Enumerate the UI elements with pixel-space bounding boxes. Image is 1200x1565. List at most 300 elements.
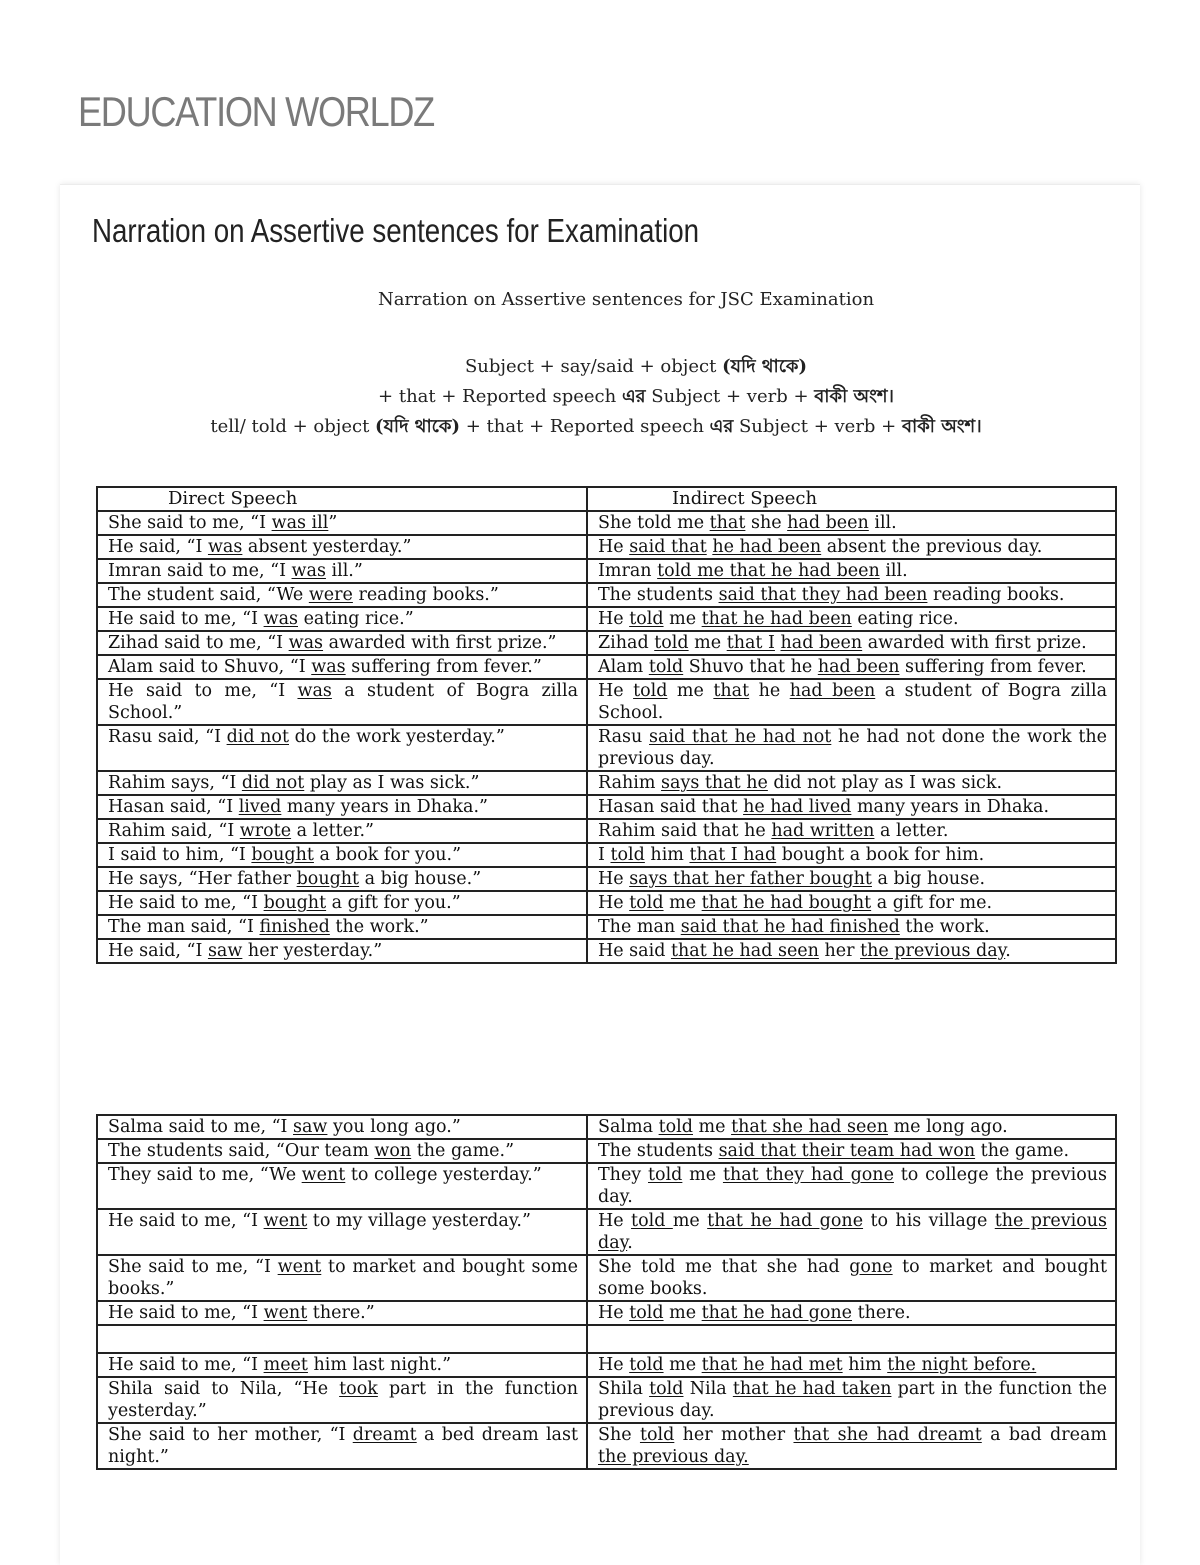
- indirect-speech-cell: [587, 1377, 1116, 1423]
- text-segment: her: [818, 941, 861, 961]
- site-title[interactable]: EDUCATION WORLDZ: [78, 88, 434, 135]
- text-segment: He: [598, 893, 630, 913]
- direct-speech-cell: [97, 631, 587, 655]
- text-segment: a bed dream last night.”: [108, 1425, 579, 1467]
- underlined-phrase: told: [610, 845, 645, 865]
- text-segment: He: [598, 609, 630, 629]
- underlined-phrase: says that her father bought: [629, 869, 872, 889]
- text-segment: told me that she had: [641, 1257, 850, 1277]
- rule-line-2: [0, 382, 1200, 413]
- text-segment: a big house.: [871, 869, 986, 889]
- indirect-speech-cell: [587, 795, 1116, 819]
- text-segment: a gift for you.”: [326, 893, 461, 913]
- text-segment: to his village: [863, 1211, 995, 1231]
- underlined-phrase: had been: [817, 657, 900, 677]
- text-segment: many years in Dhaka.”: [281, 797, 488, 817]
- text-segment: He said to me, “I: [108, 681, 298, 701]
- direct-speech-cell: [97, 1325, 587, 1353]
- text-segment: a big house.”: [359, 869, 482, 889]
- text-segment: awarded with first prize.: [862, 633, 1087, 653]
- text-segment: her yesterday.”: [242, 941, 383, 961]
- underlined-phrase: told: [629, 1303, 664, 1323]
- table-row: [97, 1209, 1116, 1255]
- bengali-phrase: এর: [709, 416, 734, 437]
- text-segment: He said: [598, 941, 671, 961]
- indirect-speech-cell: [587, 1325, 1116, 1353]
- underlined-phrase: gone: [849, 1257, 893, 1277]
- direct-speech-cell: [97, 583, 587, 607]
- text-segment: me: [663, 1303, 702, 1323]
- underlined-phrase: had been: [780, 633, 863, 653]
- indirect-speech-cell: [587, 939, 1116, 963]
- text-segment: reading books.”: [352, 585, 499, 605]
- indirect-speech-cell: [587, 535, 1116, 559]
- underlined-phrase: meet: [263, 1355, 308, 1375]
- speech-table-1: [96, 486, 1117, 964]
- underlined-phrase: the previous day: [860, 941, 1006, 961]
- text-segment: The man: [598, 917, 681, 937]
- indirect-speech-cell: [587, 1139, 1116, 1163]
- rule-line-1: [0, 352, 1200, 383]
- table-header-row: [97, 487, 1116, 511]
- underlined-phrase: was ill: [271, 513, 329, 533]
- direct-speech-cell: [97, 891, 587, 915]
- indirect-speech-cell: [587, 1209, 1116, 1255]
- text-segment: me: [667, 681, 714, 701]
- indirect-speech-cell: [587, 725, 1116, 771]
- underlined-phrase: had been: [787, 513, 869, 533]
- direct-speech-cell: [97, 1423, 587, 1469]
- text-segment: Subject + say/said + object: [464, 356, 723, 377]
- text-segment: Shila said to Nila, “He: [108, 1379, 340, 1399]
- text-segment: He: [598, 1211, 632, 1231]
- speech-table-2-body: [97, 1115, 1116, 1469]
- indirect-speech-cell: [587, 867, 1116, 891]
- indirect-speech-header: Indirect Speech: [587, 487, 1116, 511]
- direct-speech-cell: [97, 915, 587, 939]
- underlined-phrase: told: [658, 1117, 693, 1137]
- underlined-phrase: bought: [263, 893, 327, 913]
- text-segment: a student of Bogra zilla School.: [598, 681, 1108, 723]
- underlined-phrase: went: [301, 1165, 346, 1185]
- text-segment: He said, “I: [108, 537, 208, 557]
- text-segment: She said to her mother, “I: [108, 1425, 353, 1445]
- underlined-phrase: had been: [789, 681, 876, 701]
- text-segment: tell/ told + object: [210, 416, 376, 437]
- text-segment: ”: [328, 513, 338, 533]
- direct-speech-cell: [97, 1163, 587, 1209]
- underlined-phrase: said that they had been: [718, 585, 928, 605]
- text-segment: She: [598, 1257, 642, 1277]
- text-segment: He said to me, “I: [108, 1211, 264, 1231]
- text-segment: Zihad said to me, “I: [108, 633, 289, 653]
- table-row: [97, 1301, 1116, 1325]
- text-segment: Salma: [598, 1117, 659, 1137]
- text-segment: He said, “I: [108, 941, 208, 961]
- underlined-phrase: dreamt: [352, 1425, 417, 1445]
- underlined-phrase: that he had gone: [701, 1303, 852, 1323]
- text-segment: me: [672, 1211, 708, 1231]
- direct-speech-cell: [97, 843, 587, 867]
- text-segment: .: [1005, 941, 1011, 961]
- text-segment: eating rice.: [851, 609, 959, 629]
- underlined-phrase: took: [339, 1379, 378, 1399]
- text-segment: me: [688, 633, 727, 653]
- underlined-phrase: said that their team had won: [718, 1141, 976, 1161]
- text-segment: a gift for me.: [871, 893, 993, 913]
- text-segment: me: [682, 1165, 723, 1185]
- text-segment: He said to me, “I: [108, 609, 264, 629]
- text-segment: me: [663, 893, 702, 913]
- direct-speech-cell: [97, 819, 587, 843]
- indirect-speech-cell: [587, 631, 1116, 655]
- table-row: [97, 583, 1116, 607]
- text-segment: he: [749, 681, 790, 701]
- underlined-phrase: said that he had finished: [680, 917, 900, 937]
- bengali-phrase: (যদি থাকে): [722, 356, 808, 377]
- underlined-phrase: was: [311, 657, 346, 677]
- underlined-phrase: that he had been: [701, 609, 852, 629]
- text-segment: Zihad: [598, 633, 655, 653]
- indirect-speech-cell: [587, 1301, 1116, 1325]
- text-segment: Subject + verb +: [645, 386, 815, 407]
- underlined-phrase: told: [629, 609, 664, 629]
- text-segment: to college yesterday.”: [345, 1165, 542, 1185]
- text-segment: Hasan said that: [598, 797, 744, 817]
- direct-speech-cell: [97, 1301, 587, 1325]
- text-segment: They said to me, “We: [108, 1165, 302, 1185]
- text-segment: the work.”: [329, 917, 429, 937]
- text-segment: me: [663, 609, 702, 629]
- indirect-speech-cell: [587, 1255, 1116, 1301]
- text-segment: did not play as I was sick.: [767, 773, 1003, 793]
- underlined-phrase: saw: [293, 1117, 328, 1137]
- document-heading: Narration on Assertive sentences for JSC Examination: [377, 289, 875, 310]
- text-segment: He said to me, “I: [108, 1303, 264, 1323]
- indirect-speech-cell: [587, 511, 1116, 535]
- rule-line-3: [0, 412, 1200, 443]
- text-segment: Rahim: [598, 773, 662, 793]
- text-segment: a book for you.”: [313, 845, 462, 865]
- table-row: [97, 915, 1116, 939]
- text-segment: Rasu said, “I: [108, 727, 227, 747]
- direct-speech-cell: [97, 679, 587, 725]
- underlined-phrase: bought: [296, 869, 360, 889]
- underlined-phrase: that I: [726, 633, 775, 653]
- underlined-phrase: told: [631, 1211, 673, 1231]
- underlined-phrase: had written: [771, 821, 875, 841]
- text-segment: me long ago.: [888, 1117, 1008, 1137]
- direct-speech-cell: [97, 535, 587, 559]
- text-segment: ill.: [868, 513, 897, 533]
- table-row: [97, 1325, 1116, 1353]
- text-segment: Rahim said that he: [598, 821, 772, 841]
- underlined-phrase: the night before.: [887, 1355, 1037, 1375]
- underlined-phrase: he had been: [712, 537, 822, 557]
- underlined-phrase: that he had gone: [707, 1211, 864, 1231]
- underlined-phrase: went: [277, 1257, 322, 1277]
- table-row: [97, 1255, 1116, 1301]
- table-row: [97, 725, 1116, 771]
- table-row: [97, 795, 1116, 819]
- underlined-phrase: told: [639, 1425, 675, 1445]
- indirect-speech-cell: [587, 1353, 1116, 1377]
- underlined-phrase: said that he had not: [649, 727, 832, 747]
- indirect-speech-cell: [587, 607, 1116, 631]
- text-segment: part in the function yesterday.”: [108, 1379, 578, 1421]
- table-row: [97, 679, 1116, 725]
- direct-speech-cell: [97, 867, 587, 891]
- underlined-phrase: was: [297, 681, 332, 701]
- underlined-phrase: that he had taken: [732, 1379, 892, 1399]
- text-segment: to market and bought some books.: [598, 1257, 1107, 1299]
- underlined-phrase: he had lived: [743, 797, 852, 817]
- text-segment: .: [627, 1233, 633, 1253]
- direct-speech-cell: [97, 655, 587, 679]
- table-row: [97, 819, 1116, 843]
- text-segment: The students said, “Our team: [108, 1141, 375, 1161]
- text-segment: She said to me, “I: [108, 1257, 278, 1277]
- text-segment: many years in Dhaka.: [851, 797, 1050, 817]
- underlined-phrase: that he had met: [701, 1355, 843, 1375]
- text-segment: Imran: [598, 561, 658, 581]
- post-title: Narration on Assertive sentences for Examination: [92, 212, 700, 249]
- table-row: [97, 1163, 1116, 1209]
- text-segment: Subject + verb +: [733, 416, 902, 437]
- underlined-phrase: wrote: [239, 821, 292, 841]
- underlined-phrase: saw: [207, 941, 243, 961]
- text-segment: eating rice.”: [298, 609, 414, 629]
- table-row: [97, 631, 1116, 655]
- text-segment: She told me: [598, 513, 710, 533]
- text-segment: absent the previous day.: [821, 537, 1043, 557]
- text-segment: play as I was sick.”: [304, 773, 480, 793]
- indirect-speech-cell: [587, 1423, 1116, 1469]
- text-segment: He said to me, “I: [108, 893, 264, 913]
- text-segment: awarded with first prize.”: [323, 633, 557, 653]
- underlined-phrase: says that he: [661, 773, 768, 793]
- text-segment: She: [598, 1425, 640, 1445]
- indirect-speech-cell: [587, 819, 1116, 843]
- indirect-speech-cell: [587, 655, 1116, 679]
- direct-speech-cell: [97, 795, 587, 819]
- underlined-phrase: the previous day.: [598, 1447, 749, 1467]
- underlined-phrase: did not: [241, 773, 305, 793]
- direct-speech-cell: [97, 1377, 587, 1423]
- underlined-phrase: said that: [629, 537, 707, 557]
- table-row: [97, 535, 1116, 559]
- indirect-speech-cell: [587, 915, 1116, 939]
- text-segment: Alam: [598, 657, 649, 677]
- text-segment: He: [598, 869, 630, 889]
- direct-speech-cell: [97, 1139, 587, 1163]
- text-segment: do the work yesterday.”: [289, 727, 505, 747]
- direct-speech-cell: [97, 559, 587, 583]
- table-row: [97, 559, 1116, 583]
- text-segment: He says, “Her father: [108, 869, 297, 889]
- underlined-phrase: that she had seen: [731, 1117, 888, 1137]
- text-segment: you long ago.”: [327, 1117, 461, 1137]
- underlined-phrase: bought: [251, 845, 314, 865]
- underlined-phrase: was: [207, 537, 243, 557]
- underlined-phrase: went: [263, 1211, 308, 1231]
- text-segment: They: [598, 1165, 648, 1185]
- direct-speech-cell: [97, 607, 587, 631]
- text-segment: a student of Bogra zilla School.”: [108, 681, 578, 723]
- text-segment: a bad dream: [981, 1425, 1107, 1445]
- text-segment: Rahim says, “I: [108, 773, 242, 793]
- direct-speech-cell: [97, 511, 587, 535]
- direct-speech-cell: [97, 1115, 587, 1139]
- table-row: [97, 511, 1116, 535]
- text-segment: The student said, “We: [108, 585, 309, 605]
- text-segment: He: [598, 1303, 630, 1323]
- text-segment: the work.: [899, 917, 990, 937]
- table-row: [97, 1377, 1116, 1423]
- text-segment: ill.”: [325, 561, 363, 581]
- direct-speech-header: Direct Speech: [97, 487, 587, 511]
- indirect-speech-cell: [587, 583, 1116, 607]
- text-segment: to market and bought some books.”: [108, 1257, 578, 1299]
- underlined-phrase: that they had gone: [722, 1165, 894, 1185]
- text-segment: Imran said to me, “I: [108, 561, 292, 581]
- indirect-speech-cell: [587, 843, 1116, 867]
- bengali-phrase: এর: [621, 386, 646, 407]
- text-segment: + that + Reported speech: [460, 416, 710, 437]
- underlined-phrase: that I had: [689, 845, 777, 865]
- underlined-phrase: told: [649, 1379, 684, 1399]
- text-segment: the game.: [975, 1141, 1070, 1161]
- indirect-speech-cell: [587, 679, 1116, 725]
- text-segment: Salma said to me, “I: [108, 1117, 294, 1137]
- text-segment: the game.”: [411, 1141, 515, 1161]
- table-row: [97, 1115, 1116, 1139]
- underlined-phrase: finished: [259, 917, 330, 937]
- speech-table-1-body: [97, 487, 1116, 963]
- table-row: [97, 891, 1116, 915]
- text-segment: absent yesterday.”: [242, 537, 412, 557]
- underlined-phrase: was: [263, 609, 298, 629]
- underlined-phrase: the previous day: [598, 1211, 1108, 1253]
- direct-speech-cell: [97, 1209, 587, 1255]
- underlined-phrase: told: [629, 1355, 664, 1375]
- speech-table-2: [96, 1114, 1117, 1470]
- text-segment: a letter.”: [291, 821, 374, 841]
- text-segment: Shuvo that he: [683, 657, 818, 677]
- text-segment: him last night.”: [307, 1355, 452, 1375]
- direct-speech-cell: [97, 939, 587, 963]
- text-segment: suffering from fever.”: [345, 657, 542, 677]
- table-row: [97, 1353, 1116, 1377]
- text-segment: part in the function the previous day.: [598, 1379, 1107, 1421]
- text-segment: I: [598, 845, 611, 865]
- text-segment: I said to him, “I: [108, 845, 252, 865]
- text-segment: + that + Reported speech: [378, 386, 622, 407]
- text-segment: there.”: [307, 1303, 375, 1323]
- text-segment: She said to me, “I: [108, 513, 272, 533]
- underlined-phrase: was: [288, 633, 324, 653]
- text-segment: bought a book for him.: [776, 845, 985, 865]
- table-row: [97, 843, 1116, 867]
- text-segment: to college the previous day.: [598, 1165, 1108, 1207]
- bengali-phrase: (যদি থাকে): [375, 416, 461, 437]
- table-row: [97, 1139, 1116, 1163]
- text-segment: Shila: [598, 1379, 650, 1399]
- underlined-phrase: was: [291, 561, 326, 581]
- text-segment: He said to me, “I: [108, 1355, 264, 1375]
- bengali-phrase: বাকী অংশ।: [814, 386, 894, 407]
- direct-speech-cell: [97, 1353, 587, 1377]
- underlined-phrase: told: [633, 681, 668, 701]
- underlined-phrase: that he had bought: [701, 893, 872, 913]
- underlined-phrase: went: [263, 1303, 308, 1323]
- text-segment: Alam said to Shuvo, “I: [108, 657, 312, 677]
- text-segment: there.: [852, 1303, 911, 1323]
- text-segment: him: [644, 845, 690, 865]
- underlined-phrase: told: [654, 633, 689, 653]
- text-segment: a letter.: [874, 821, 949, 841]
- indirect-speech-cell: [587, 771, 1116, 795]
- table-row: [97, 655, 1116, 679]
- text-segment: he had not done the work the previous day.: [598, 727, 1108, 769]
- text-segment: Hasan said, “I: [108, 797, 239, 817]
- text-segment: The students: [598, 585, 719, 605]
- underlined-phrase: that she had dreamt: [793, 1425, 982, 1445]
- underlined-phrase: that he had seen: [670, 941, 819, 961]
- indirect-speech-cell: [587, 1115, 1116, 1139]
- text-segment: The man said, “I: [108, 917, 260, 937]
- bengali-phrase: বাকী অংশ।: [901, 416, 982, 437]
- text-segment: him: [842, 1355, 888, 1375]
- table-row: [97, 1423, 1116, 1469]
- underlined-phrase: were: [308, 585, 353, 605]
- text-segment: me: [692, 1117, 732, 1137]
- text-segment: ill.: [879, 561, 908, 581]
- text-segment: to my village yesterday.”: [307, 1211, 531, 1231]
- table-row: [97, 867, 1116, 891]
- text-segment: Rasu: [598, 727, 649, 747]
- text-segment: she: [745, 513, 788, 533]
- text-segment: He: [598, 537, 630, 557]
- indirect-speech-cell: [587, 559, 1116, 583]
- underlined-phrase: told me that he had been: [657, 561, 880, 581]
- table-row: [97, 771, 1116, 795]
- text-segment: reading books.: [927, 585, 1065, 605]
- indirect-speech-cell: [587, 891, 1116, 915]
- underlined-phrase: told: [648, 657, 684, 677]
- direct-speech-cell: [97, 1255, 587, 1301]
- text-segment: He: [598, 681, 634, 701]
- text-segment: me: [663, 1355, 702, 1375]
- text-segment: Nila: [683, 1379, 733, 1399]
- table-row: [97, 607, 1116, 631]
- underlined-phrase: lived: [238, 797, 282, 817]
- direct-speech-cell: [97, 771, 587, 795]
- text-segment: her mother: [674, 1425, 794, 1445]
- underlined-phrase: told: [648, 1165, 683, 1185]
- underlined-phrase: that: [713, 681, 750, 701]
- indirect-speech-cell: [587, 1163, 1116, 1209]
- text-segment: The students: [598, 1141, 719, 1161]
- text-segment: Rahim said, “I: [108, 821, 240, 841]
- underlined-phrase: told: [629, 893, 664, 913]
- direct-speech-cell: [97, 725, 587, 771]
- text-segment: He: [598, 1355, 630, 1375]
- underlined-phrase: won: [374, 1141, 412, 1161]
- underlined-phrase: did not: [226, 727, 289, 747]
- text-segment: suffering from fever.: [899, 657, 1087, 677]
- underlined-phrase: that: [709, 513, 746, 533]
